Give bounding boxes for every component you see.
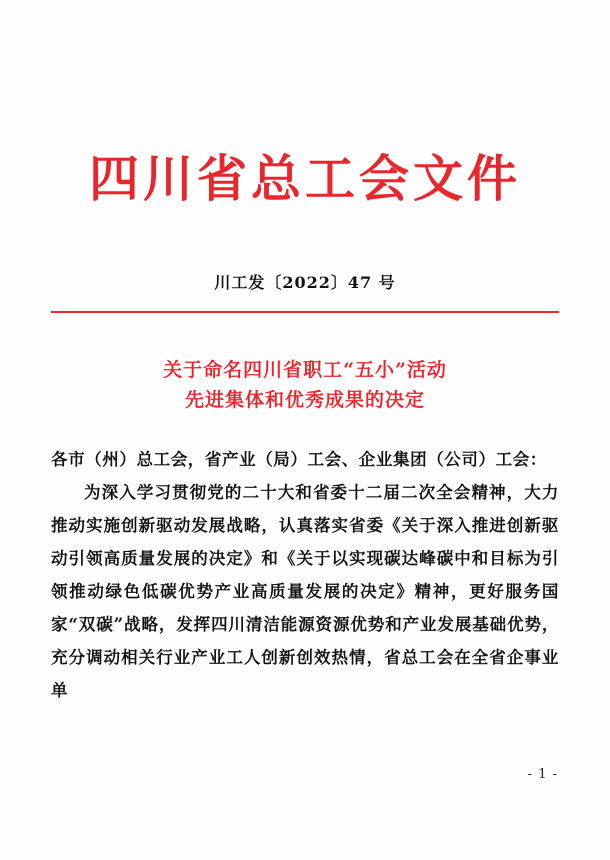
document-body bbox=[51, 443, 559, 707]
document-salutation: 各市（州）总工会，省产业（局）工会、企业集团（公司）工会： bbox=[51, 450, 547, 470]
document-subject-line-1: 关于命名四川省职工“五小”活动 bbox=[163, 358, 447, 381]
page-number: - 1 - bbox=[527, 767, 558, 782]
document-masthead-area bbox=[0, 0, 610, 208]
document-subject-line-2: 先进集体和优秀成果的决定 bbox=[184, 388, 425, 411]
document-number-area bbox=[0, 270, 610, 293]
red-divider-rule bbox=[51, 311, 559, 313]
document-paragraph-1: 为深入学习贯彻党的二十大和省委十二届二次全会精神，大力推动实施创新驱动发展战略，认真落实省委《关于深入推进创新驱动引领高质量发展的决定》和《关于以实现碳达峰碳中和目标为引领推动绿色低碳优势产业高质量发展的决定》精神，更好服务国家“双碳”战略，发挥四川清洁能源资源优势和产业发展基础优势，充分调动相关行业产业工人创新创效热情，省总工会在全省企事业单 bbox=[51, 483, 559, 701]
document-number: 川工发〔2022〕47 号 bbox=[214, 272, 396, 292]
document-subject bbox=[0, 355, 610, 416]
document-masthead-title: 四川省总工会文件 bbox=[89, 149, 521, 208]
